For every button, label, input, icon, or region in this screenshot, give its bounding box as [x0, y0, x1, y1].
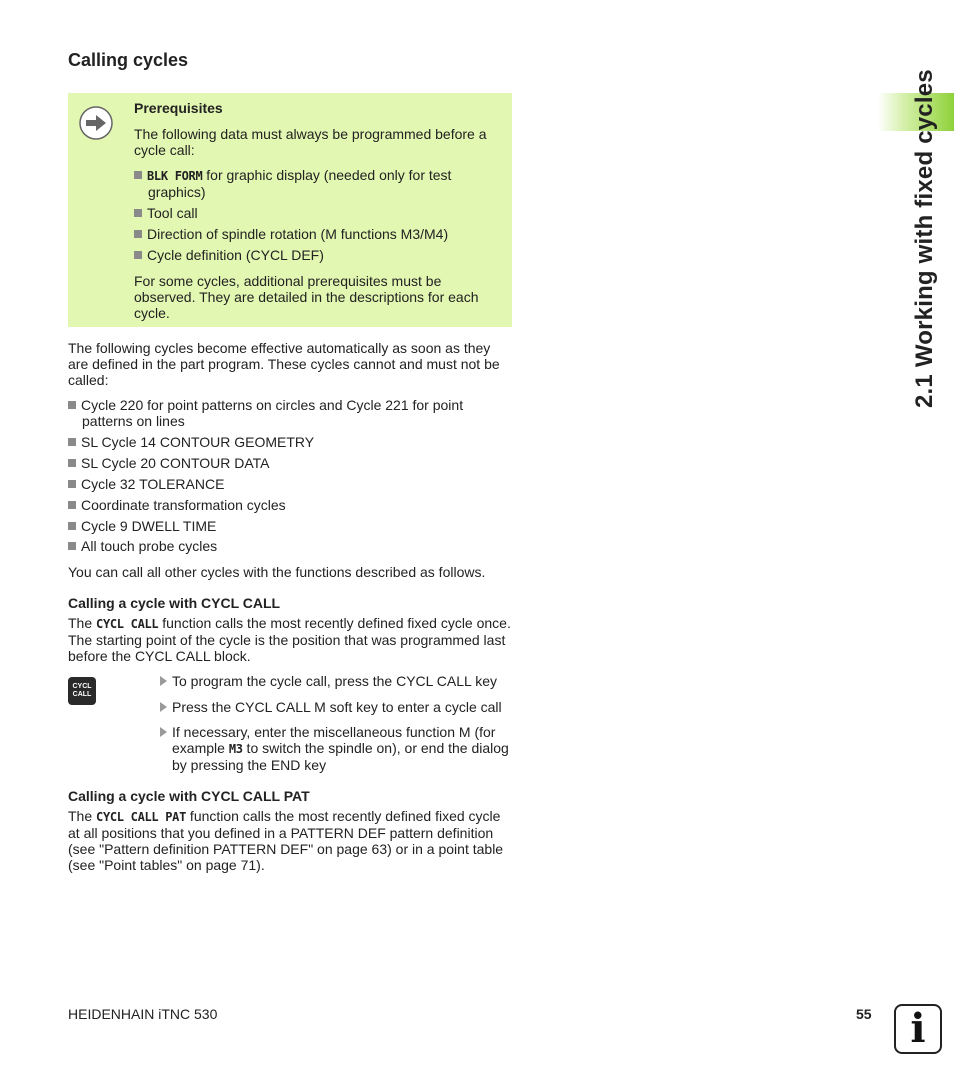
bullet-square — [134, 251, 142, 259]
list-item: SL Cycle 14 CONTOUR GEOMETRY — [68, 434, 513, 450]
list-item: All touch probe cycles — [68, 538, 513, 554]
bullet-square — [134, 230, 142, 238]
footer-product: HEIDENHAIN iTNC 530 — [68, 1006, 218, 1022]
bullet-square — [68, 438, 76, 446]
note-title: Prerequisites — [134, 100, 223, 116]
bullet-square — [134, 171, 142, 179]
cycl-call-pat-heading: Calling a cycle with CYCL CALL PAT — [68, 788, 310, 804]
cycl-call-heading: Calling a cycle with CYCL CALL — [68, 595, 281, 611]
note-item: BLK FORM for graphic display (needed only for test graphics) — [134, 167, 506, 200]
prerequisites-note — [68, 93, 512, 327]
note-item: Tool call — [134, 205, 506, 221]
step-arrow-icon — [160, 676, 167, 686]
list-item: SL Cycle 20 CONTOUR DATA — [68, 455, 513, 471]
list-item: Coordinate transformation cycles — [68, 497, 513, 513]
bullet-square — [68, 501, 76, 509]
note-item: Cycle definition (CYCL DEF) — [134, 247, 506, 263]
bullet-square — [68, 480, 76, 488]
note-outro: For some cycles, additional prerequisites must be observed. They are detailed in the descriptions for each cycle. — [134, 273, 479, 321]
note-item: Direction of spindle rotation (M functions M3/M4) — [134, 226, 506, 242]
cycl-call-pat-paragraph: The CYCL CALL PAT function calls the most recently defined fixed cycle at all positions that you defined in a PATTERN DEF pattern definition (see "Pattern definition PATTERN DEF" on page 63) or in a point table (see "Point tables" on page 71). — [68, 808, 504, 873]
step-item: If necessary, enter the miscellaneous function M (for example M3 to switch the spindle on), or end the dialog by pressing the END key — [160, 724, 512, 773]
bullet-square — [68, 522, 76, 530]
arrow-right-icon — [79, 106, 113, 140]
cycl-call-key-icon: CYCL CALL — [68, 677, 96, 705]
list-item: Cycle 32 TOLERANCE — [68, 476, 513, 492]
info-icon: i — [894, 1004, 942, 1054]
page-number: 55 — [856, 1006, 872, 1022]
note-intro: The following data must always be programmed before a cycle call: — [134, 126, 487, 158]
list-item: Cycle 9 DWELL TIME — [68, 518, 513, 534]
bullet-square — [134, 209, 142, 217]
cycl-call-paragraph: The CYCL CALL function calls the most recently defined fixed cycle once. The starting point of the cycle is the position that was programmed last before the CYCL CALL block. — [68, 615, 511, 664]
bullet-square — [68, 459, 76, 467]
page-heading: Calling cycles — [68, 50, 189, 70]
auto-intro: The following cycles become effective automatically as soon as they are defined in the part program. These cycles cannot and must not be called: — [68, 340, 500, 388]
auto-outro: You can call all other cycles with the functions described as follows. — [68, 564, 486, 580]
list-item: Cycle 220 for point patterns on circles and Cycle 221 for point patterns on lines — [68, 397, 513, 429]
bullet-square — [68, 401, 76, 409]
step-item: To program the cycle call, press the CYCL CALL key — [160, 673, 520, 689]
side-tab-title: 2.1 Working with fixed cycles — [911, 69, 938, 408]
step-arrow-icon — [160, 727, 167, 737]
step-arrow-icon — [160, 702, 167, 712]
bullet-square — [68, 542, 76, 550]
step-item: Press the CYCL CALL M soft key to enter a cycle call — [160, 699, 520, 715]
